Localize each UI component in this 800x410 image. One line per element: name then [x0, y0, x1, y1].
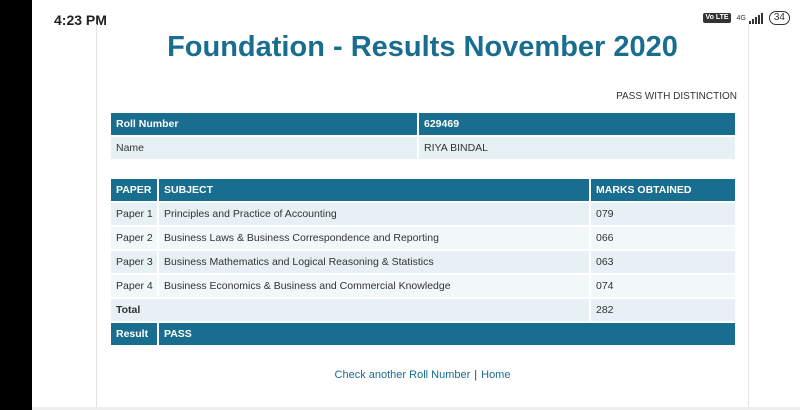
status-time: 4:23 PM	[54, 12, 107, 28]
column-header-paper: PAPER	[111, 179, 158, 202]
roll-number-value: 629469	[418, 113, 735, 136]
subject-cell: Principles and Practice of Accounting	[158, 202, 590, 226]
distinction-label: PASS WITH DISTINCTION	[616, 91, 737, 102]
marks-cell: 079	[590, 202, 735, 226]
paper-cell: Paper 3	[111, 250, 158, 274]
result-value: PASS	[158, 322, 735, 346]
roll-number-row	[111, 113, 735, 136]
battery-icon: 34	[769, 11, 790, 25]
table-row	[111, 274, 735, 298]
paper-cell: Paper 2	[111, 226, 158, 250]
name-row	[111, 136, 735, 160]
roll-number-label: Roll Number	[111, 113, 418, 136]
total-label: Total	[111, 298, 590, 322]
subject-cell: Business Laws & Business Correspondence and Reporting	[158, 226, 590, 250]
name-value: RIYA BINDAL	[418, 136, 735, 160]
paper-cell: Paper 4	[111, 274, 158, 298]
results-page	[96, 24, 749, 410]
column-header-subject: SUBJECT	[158, 179, 590, 202]
marks-cell: 066	[590, 226, 735, 250]
result-label: Result	[111, 322, 158, 346]
table-row	[111, 250, 735, 274]
volte-icon: Vo LTE	[705, 14, 729, 21]
table-row	[111, 202, 735, 226]
subject-cell: Business Mathematics and Logical Reasoning & Statistics	[158, 250, 590, 274]
home-link[interactable]: Home	[481, 369, 511, 381]
column-header-marks: MARKS OBTAINED	[590, 179, 735, 202]
table-row	[111, 226, 735, 250]
footer-links	[97, 369, 748, 381]
network-type-label: 4G	[736, 14, 746, 22]
marks-header-row	[111, 179, 735, 202]
marks-cell: 063	[590, 250, 735, 274]
subject-cell: Business Economics & Business and Commercial Knowledge	[158, 274, 590, 298]
status-icons	[703, 11, 790, 25]
marks-table	[111, 179, 735, 347]
page-title: Foundation - Results November 2020	[167, 31, 678, 63]
candidate-info-table	[111, 113, 735, 161]
paper-cell: Paper 1	[111, 202, 158, 226]
result-row	[111, 322, 735, 346]
total-value: 282	[590, 298, 735, 322]
name-label: Name	[111, 136, 418, 160]
left-black-bar	[0, 0, 32, 410]
footer-separator: |	[474, 369, 478, 381]
marks-cell: 074	[590, 274, 735, 298]
total-row	[111, 298, 735, 322]
signal-strength-icon	[749, 12, 763, 24]
check-another-roll-link[interactable]: Check another Roll Number	[334, 369, 471, 381]
